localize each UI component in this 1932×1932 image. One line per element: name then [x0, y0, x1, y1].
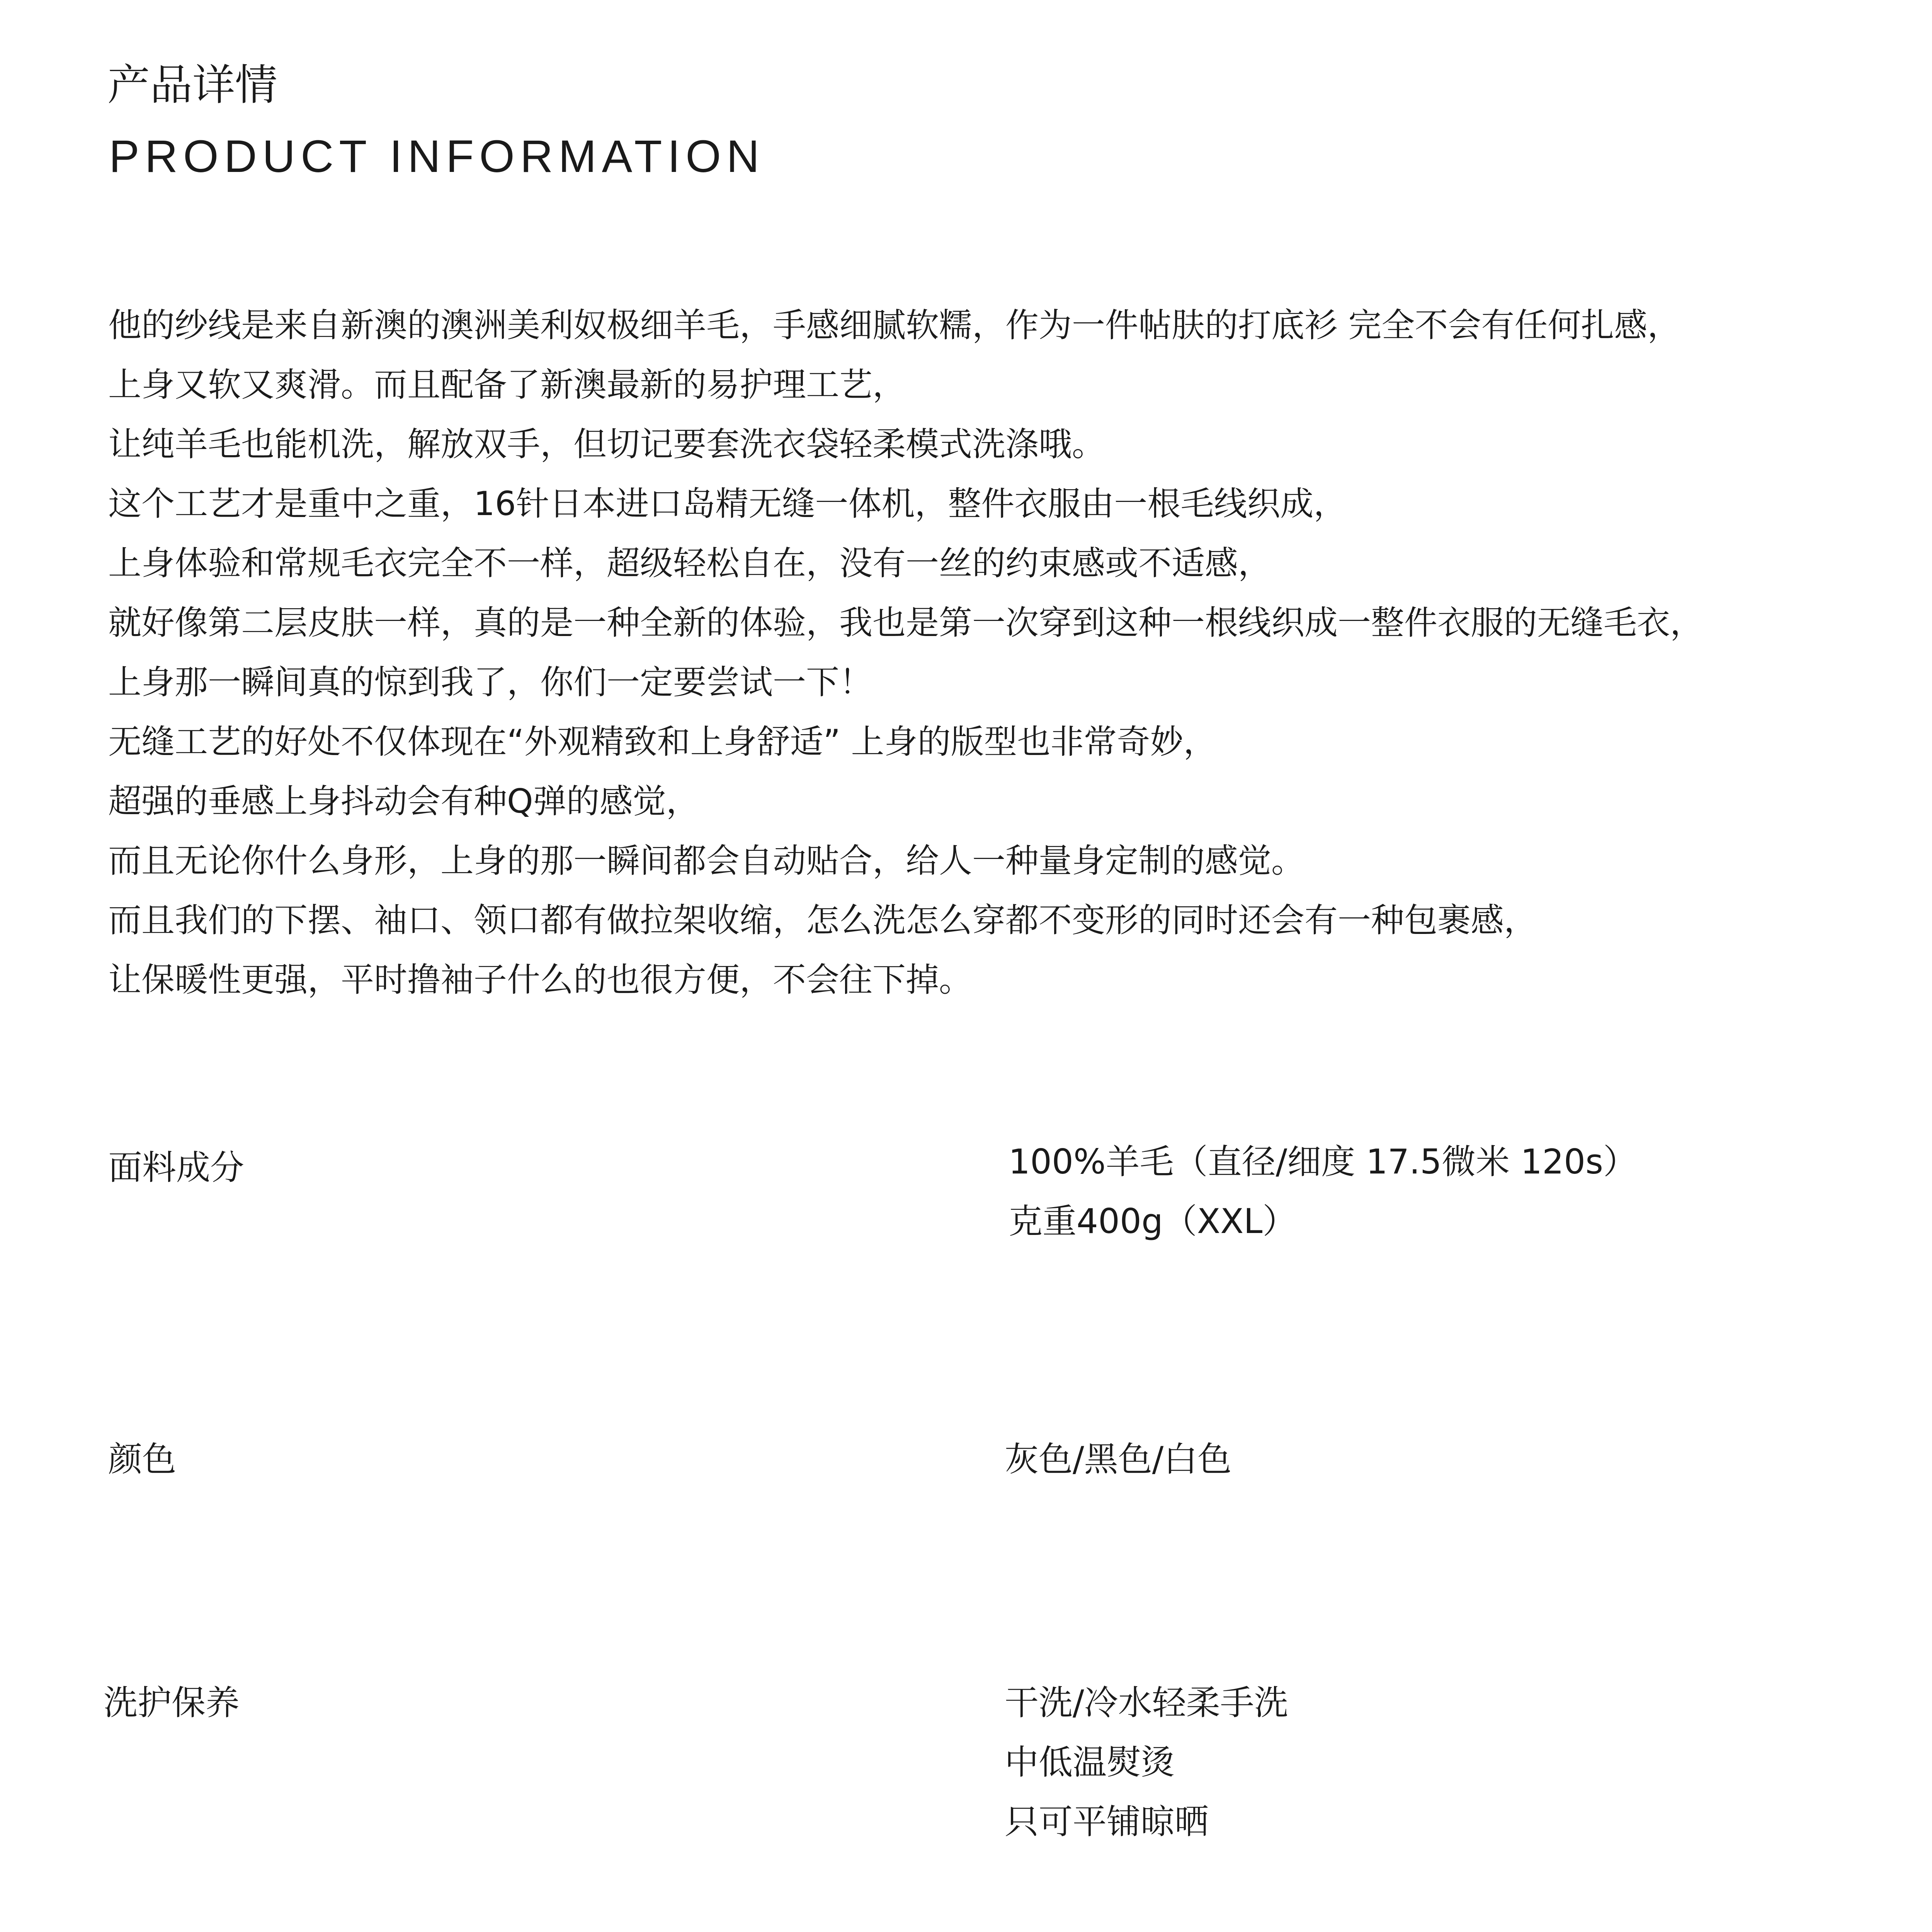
care-value [1005, 1673, 1288, 1852]
description-line: 超强的垂感上身抖动会有种Q弹的感觉， [108, 782, 699, 821]
fabric-weight: 克重400g（XXL） [1009, 1201, 1297, 1241]
care-label: 洗护保养 [104, 1683, 240, 1723]
description-line: 这个工艺才是重中之重，16针日本进口岛精无缝一体机，整件衣服由一根毛线织成， [108, 485, 1347, 523]
description-line: 而且我们的下摆、袖口、领口都有做拉架收缩，怎么洗怎么穿都不变形的同时还会有一种包裹感， [108, 901, 1537, 940]
fabric-value [1009, 1132, 1637, 1251]
description-line: 让保暖性更强，平时撸袖子什么的也很方便，不会往下掉。 [108, 961, 972, 999]
care-ironing: 中低温熨烫 [1005, 1742, 1175, 1782]
description-line: 上身又软又爽滑。而且配备了新澳最新的易护理工艺， [108, 366, 906, 404]
description-line: 上身体验和常规毛衣完全不一样，超级轻松自在，没有一丝的约束感或不适感， [108, 544, 1271, 583]
care-washing: 干洗/冷水轻柔手洗 [1005, 1683, 1288, 1723]
section-title-en: PRODUCT INFORMATION [109, 131, 765, 182]
description-line: 上身那一瞬间真的惊到我了，你们一定要尝试一下！ [108, 663, 872, 702]
description-line: 让纯羊毛也能机洗，解放双手，但切记要套洗衣袋轻柔模式洗涤哦。 [108, 425, 1105, 464]
product-description [108, 296, 1886, 1010]
description-line: 而且无论你什么身形，上身的那一瞬间都会自动贴合，给人一种量身定制的感觉。 [108, 842, 1304, 880]
description-line: 他的纱线是来自新澳的澳洲美利奴极细羊毛，手感细腻软糯，作为一件帖肤的打底衫 完全不会有任何扎感， [108, 306, 1681, 345]
section-title-cn: 产品详情 [107, 60, 277, 110]
description-line: 无缝工艺的好处不仅体现在“外观精致和上身舒适” 上身的版型也非常奇妙， [108, 723, 1217, 761]
color-options: 灰色/黑色/白色 [1005, 1439, 1232, 1479]
fabric-label: 面料成分 [108, 1148, 245, 1187]
color-value [1005, 1430, 1231, 1489]
color-label: 颜色 [108, 1439, 177, 1479]
care-drying: 只可平铺晾晒 [1005, 1802, 1209, 1842]
description-line: 就好像第二层皮肤一样，真的是一种全新的体验，我也是第一次穿到这种一根线织成一整件衣服的无缝毛衣， [108, 604, 1703, 642]
fabric-composition: 100%羊毛（直径/细度 17.5微米 120s） [1009, 1142, 1637, 1182]
